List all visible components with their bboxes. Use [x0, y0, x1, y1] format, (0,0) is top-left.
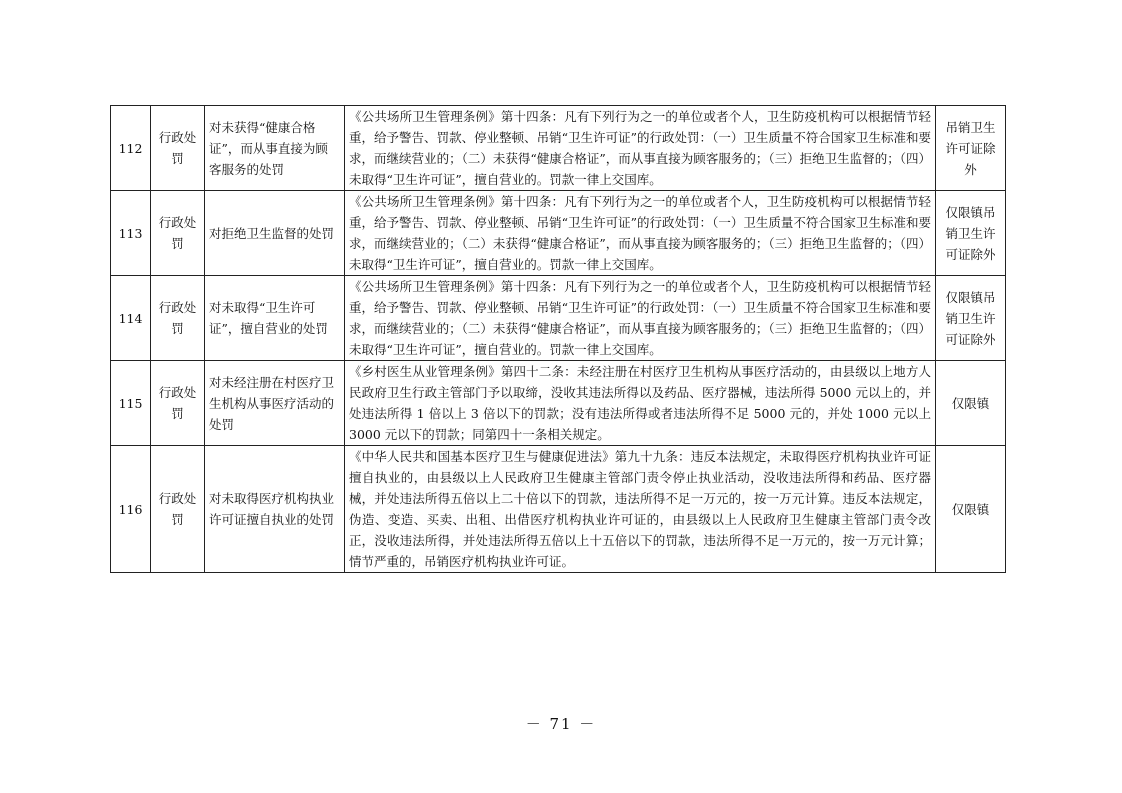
remarks: 吊销卫生许可证除外 — [936, 106, 1006, 191]
penalty-type: 行政处罚 — [151, 446, 205, 573]
table-row — [111, 361, 1006, 446]
penalty-type: 行政处罚 — [151, 191, 205, 276]
legal-basis: 《中华人民共和国基本医疗卫生与健康促进法》第九十九条：违反本法规定，未取得医疗机构执业许可证擅自执业的，由县级以上人民政府卫生健康主管部门责令停止执业活动，没收违法所得和药品、医疗器械，并处违法所得五倍以上二十倍以下的罚款，违法所得不足一万元的，按一万元计算。违反本法规定，伪造、变造、买卖、出租、出借医疗机构执业许可证的，由县级以上人民政府卫生健康主管部门责令改正，没收违法所得，并处违法所得五倍以上十五倍以下的罚款，违法所得不足一万元的，按一万元计算；情节严重的，吊销医疗机构执业许可证。 — [345, 446, 936, 573]
remarks: 仅限镇吊销卫生许可证除外 — [936, 276, 1006, 361]
item-name: 对拒绝卫生监督的处罚 — [205, 191, 345, 276]
penalty-type: 行政处罚 — [151, 106, 205, 191]
table-row — [111, 446, 1006, 573]
legal-basis: 《公共场所卫生管理条例》第十四条：凡有下列行为之一的单位或者个人，卫生防疫机构可以根据情节轻重，给予警告、罚款、停业整顿、吊销“卫生许可证”的行政处罚：（一）卫生质量不符合国家卫生标准和要求，而继续营业的；（二）未获得“健康合格证”，而从事直接为顾客服务的；（三）拒绝卫生监督的；（四）未取得“卫生许可证”，擅自营业的。罚款一律上交国库。 — [345, 106, 936, 191]
regulation-table — [110, 105, 1006, 573]
remarks: 仅限镇 — [936, 361, 1006, 446]
penalty-type: 行政处罚 — [151, 276, 205, 361]
penalty-type: 行政处罚 — [151, 361, 205, 446]
legal-basis: 《公共场所卫生管理条例》第十四条：凡有下列行为之一的单位或者个人，卫生防疫机构可以根据情节轻重，给予警告、罚款、停业整顿、吊销“卫生许可证”的行政处罚：（一）卫生质量不符合国家卫生标准和要求，而继续营业的；（二）未获得“健康合格证”，而从事直接为顾客服务的；（三）拒绝卫生监督的；（四）未取得“卫生许可证”，擅自营业的。罚款一律上交国库。 — [345, 276, 936, 361]
row-number: 113 — [111, 191, 151, 276]
row-number: 112 — [111, 106, 151, 191]
row-number: 116 — [111, 446, 151, 573]
item-name: 对未取得“卫生许可证”，擅自营业的处罚 — [205, 276, 345, 361]
page-number: － 71 － — [525, 715, 597, 733]
item-name: 对未经注册在村医疗卫生机构从事医疗活动的处罚 — [205, 361, 345, 446]
row-number: 115 — [111, 361, 151, 446]
table-row — [111, 191, 1006, 276]
table-row — [111, 106, 1006, 191]
row-number: 114 — [111, 276, 151, 361]
remarks: 仅限镇吊销卫生许可证除外 — [936, 191, 1006, 276]
legal-basis: 《乡村医生从业管理条例》第四十二条：未经注册在村医疗卫生机构从事医疗活动的，由县级以上地方人民政府卫生行政主管部门予以取缔，没收其违法所得以及药品、医疗器械，违法所得 5000 元以上的，并处违法所得 1 倍以上 3 倍以下的罚款；没有违法所得或者违法所得不足 5000 元的，并处 1000 元以上 3000 元以下的罚款；同第四十一条相关规定。 — [345, 361, 936, 446]
item-name: 对未获得“健康合格证”，而从事直接为顾客服务的处罚 — [205, 106, 345, 191]
legal-basis: 《公共场所卫生管理条例》第十四条：凡有下列行为之一的单位或者个人，卫生防疫机构可以根据情节轻重，给予警告、罚款、停业整顿、吊销“卫生许可证”的行政处罚：（一）卫生质量不符合国家卫生标准和要求，而继续营业的；（二）未获得“健康合格证”，而从事直接为顾客服务的；（三）拒绝卫生监督的；（四）未取得“卫生许可证”，擅自营业的。罚款一律上交国库。 — [345, 191, 936, 276]
table-row — [111, 276, 1006, 361]
remarks: 仅限镇 — [936, 446, 1006, 573]
item-name: 对未取得医疗机构执业许可证擅自执业的处罚 — [205, 446, 345, 573]
